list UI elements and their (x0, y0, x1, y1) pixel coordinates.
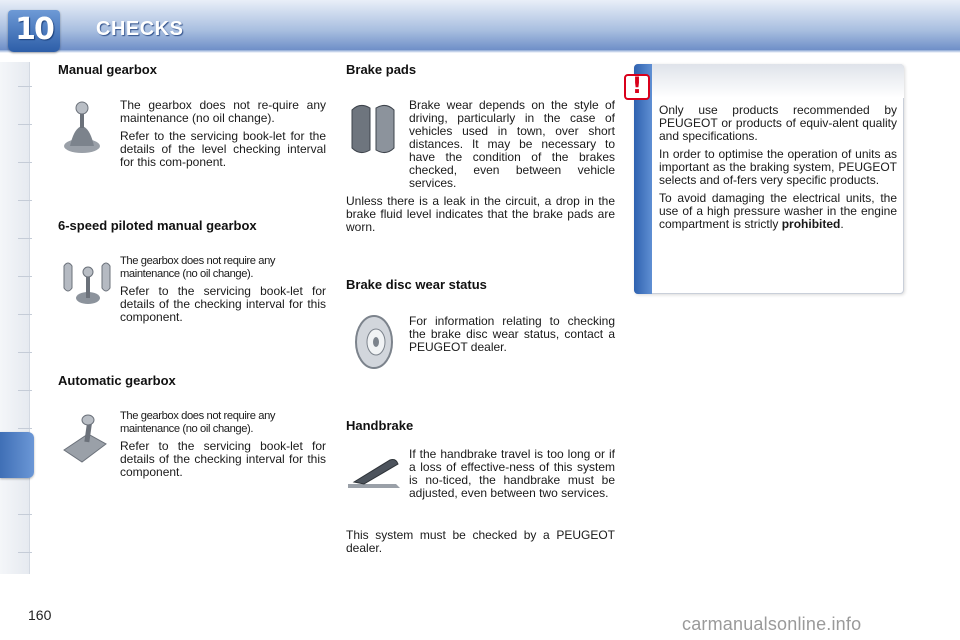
warning-emphasis: prohibited (781, 217, 841, 231)
side-tab-divider (18, 390, 32, 391)
piloted-gearbox-text-2 (120, 285, 326, 329)
paragraph: In order to optimise the operation of units as important as the braking system, PEUGEOT selects and of-fers very specific products. (659, 147, 897, 187)
brake-disc-icon (352, 314, 396, 370)
paragraph: The gearbox does not re-quire any maintenance (no oil change). (120, 98, 326, 125)
automatic-gearbox-text-2 (120, 440, 326, 484)
page-title: CHECKS (96, 18, 184, 40)
manual-gearbox-heading: Manual gearbox (58, 62, 157, 77)
side-tab-divider (18, 238, 32, 239)
brake-pads-text (346, 99, 615, 239)
handbrake-lever-icon (346, 454, 402, 492)
side-tab-active[interactable] (0, 432, 34, 478)
paragraph: The gearbox does not require any maintenance (no oil change). (120, 255, 276, 280)
gear-lever-icon (60, 100, 104, 156)
side-tab-divider (18, 162, 32, 163)
paragraph: Unless there is a leak in the circuit, a drop in the brake fluid level indicates that the brake pads are worn. (346, 194, 615, 234)
handbrake-text-2 (346, 529, 615, 560)
automatic-gearbox-heading: Automatic gearbox (58, 373, 176, 388)
side-tab-divider (18, 86, 32, 87)
side-tab-divider (18, 352, 32, 353)
paragraph: Brake wear depends on the style of driving, particularly in the case of vehicles used in town, over short distances. It may be necessary to have the condition of the brakes checked, even between vehicle services. (409, 98, 615, 190)
warning-mark: ! (631, 74, 643, 99)
brake-pads-heading: Brake pads (346, 62, 417, 77)
side-tab-divider (18, 428, 32, 429)
side-tab-strip (0, 62, 30, 574)
paragraph: This system must be checked by a PEUGEOT dealer. (346, 528, 615, 555)
warning-icon (624, 74, 650, 100)
handbrake-heading: Handbrake (346, 418, 414, 433)
header-shadow (0, 50, 960, 53)
side-tab-divider (18, 276, 32, 277)
paragraph: Refer to the servicing book-let for details of the checking interval for this component. (120, 284, 326, 324)
side-tab-divider (18, 200, 32, 201)
warning-lead: To avoid damaging the electrical units, the use of a high pressure washer in the engine compartment is strictly (659, 191, 897, 231)
paragraph: Only use products recommended by PEUGEOT or products of equiv-alent quality and specifications. (659, 103, 897, 143)
side-tab-divider (18, 552, 32, 553)
brake-disc-heading: Brake disc wear status (346, 277, 487, 292)
watermark: carmanualsonline.info (682, 614, 862, 634)
handbrake-text (409, 448, 615, 505)
paragraph: For information relating to checking the brake disc wear status, contact a PEUGEOT dealer. (409, 314, 615, 354)
piloted-gearbox-text (120, 255, 330, 286)
paragraph: Refer to the servicing book-let for details of the checking interval for this component. (120, 439, 326, 479)
side-tab-divider (18, 314, 32, 315)
automatic-selector-icon (60, 414, 110, 466)
automatic-gearbox-text (120, 410, 330, 441)
warning-header (652, 64, 904, 98)
page-number: 160 (28, 607, 52, 623)
paragraph: If the handbrake travel is too long or if a loss of effective-ness of this system is no-ticed, the handbrake must be adjusted, even between two services. (409, 447, 615, 500)
piloted-gearbox-heading: 6-speed piloted manual gearbox (58, 218, 257, 233)
chapter-number: 10 (15, 12, 53, 47)
paddle-shifter-icon (58, 258, 114, 310)
warning-text (659, 104, 897, 236)
brake-disc-text (409, 315, 615, 359)
warning-end: . (840, 217, 844, 231)
paragraph: The gearbox does not require any maintenance (no oil change). (120, 410, 276, 435)
side-tab-divider (18, 124, 32, 125)
manual-gearbox-text (120, 99, 326, 174)
paragraph (659, 192, 897, 231)
paragraph: Refer to the servicing book-let for the details of the level checking interval for this com-ponent. (120, 129, 326, 169)
side-tab-divider (18, 514, 32, 515)
